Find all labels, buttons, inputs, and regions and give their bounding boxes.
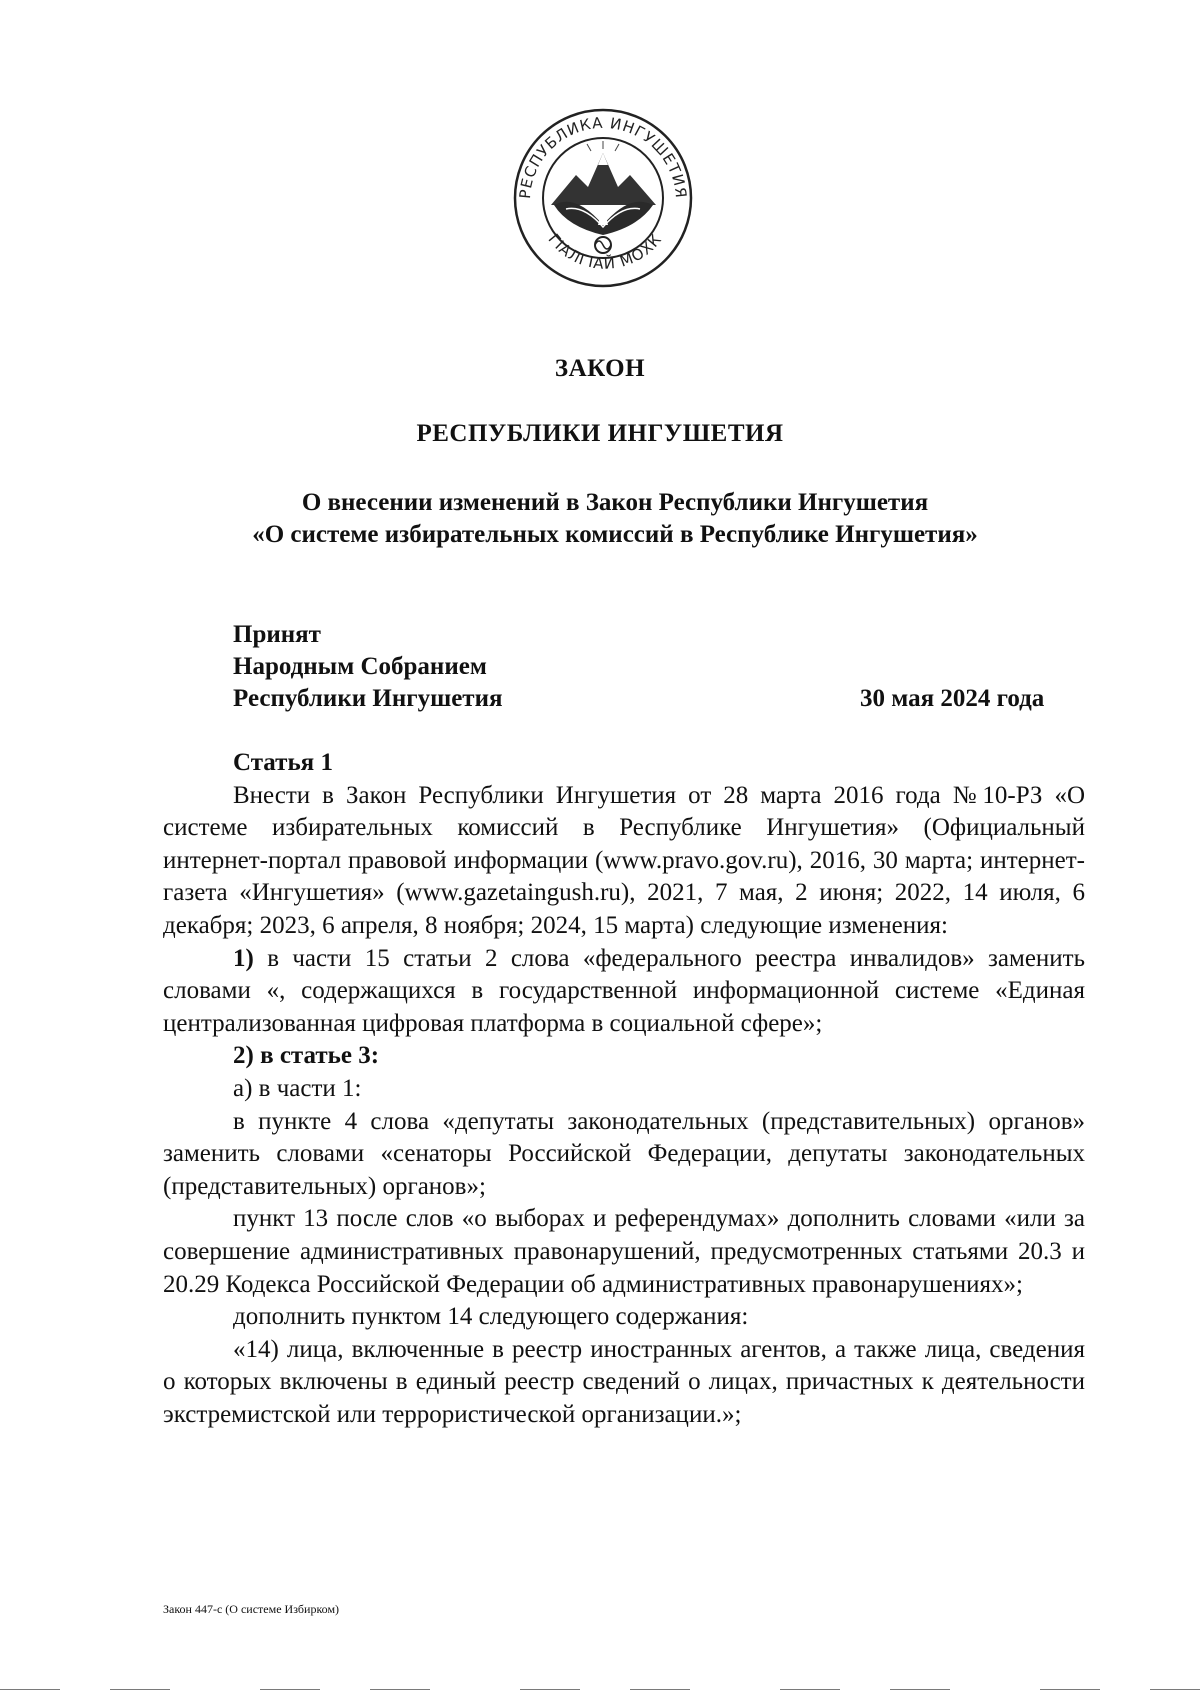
item-1-number: 1) [233,944,254,972]
document-subtitle [0,487,1200,551]
footer-note: Закон 447-с (О системе Избирком) [163,1602,340,1616]
adoption-line-2: Народным Собранием [233,653,487,680]
subtitle-line-1: О внесении изменений в Закон Республики Ингушетия [301,489,929,516]
adoption-line-1: Принят [233,621,321,648]
adoption-date: 30 мая 2024 года [860,685,1045,712]
article-item-2-heading: 2) в статье 3: [233,1042,380,1070]
adoption-line-3: Республики Ингушетия [233,685,503,712]
scan-artifact-line [0,1689,1200,1690]
article-item-2-sub-a: а) в части 1: [233,1074,362,1102]
article-intro: Внести в Закон Республики Ингушетия от 28 марта 2016 года №10-РЗ «О системе избирательных комиссий в Республике Ингушетия» (Официальный интернет-портал правовой информации (www.pravo.gov.ru), 2016, 30 марта; интернет-газета «Ингушетия» (www.gazetaingush.ru), 2021, 7 мая, 2 июня; 2022, 14 июля, 6 декабря; 2023, 6 апреля, 8 ноября; 2024, 15 марта) следующие изменения: [163,781,1085,939]
document-title: ЗАКОН [554,355,646,382]
article-item-1 [163,943,1085,1041]
article-item-2-paragraph-4: «14) лица, включенные в реестр иностранных агентов, а также лица, сведения о которых включены в единый реестр сведений о лицах, причастных к деятельности экстремистской или террористической организации.»; [163,1335,1085,1428]
subtitle-line-2: «О системе избирательных комиссий в Республике Ингушетия» [252,521,978,548]
article-title: Статья 1 [233,749,333,776]
article-item-2-paragraph-1: в пункте 4 слова «депутаты законодательных (представительных) органов» заменить словами «сенаторы Российской Федерации, депутаты законодательных (представительных) органов»; [163,1107,1085,1200]
item-1-text: в части 15 статьи 2 слова «федерального реестра инвалидов» заменить словами «, содержащихся в государственной информационной системе «Единая централизованная цифровая платформа в социальной сфере»; [163,944,1085,1037]
article-item-2-paragraph-3: дополнить пунктом 14 следующего содержания: [233,1303,749,1331]
ingushetia-coat-of-arms-icon [506,105,701,290]
emblem-ring-bottom-text: ГIАЛГIАЙ МОХК [544,230,666,273]
article-item-2-paragraph-2: пункт 13 после слов «о выборах и референдумах» дополнить словами «или за совершение административных правонарушений, предусмотренных статьями 20.3 и 20.29 Кодекса Российской Федерации об административных правонарушениях»; [163,1205,1085,1298]
emblem-ring-top-text: РЕСПУБЛИКА ИНГУШЕТИЯ [515,113,691,200]
article-body [163,747,1085,1431]
adoption-block [233,619,503,715]
document-title-republic: РЕСПУБЛИКИ ИНГУШЕТИЯ [416,420,784,447]
